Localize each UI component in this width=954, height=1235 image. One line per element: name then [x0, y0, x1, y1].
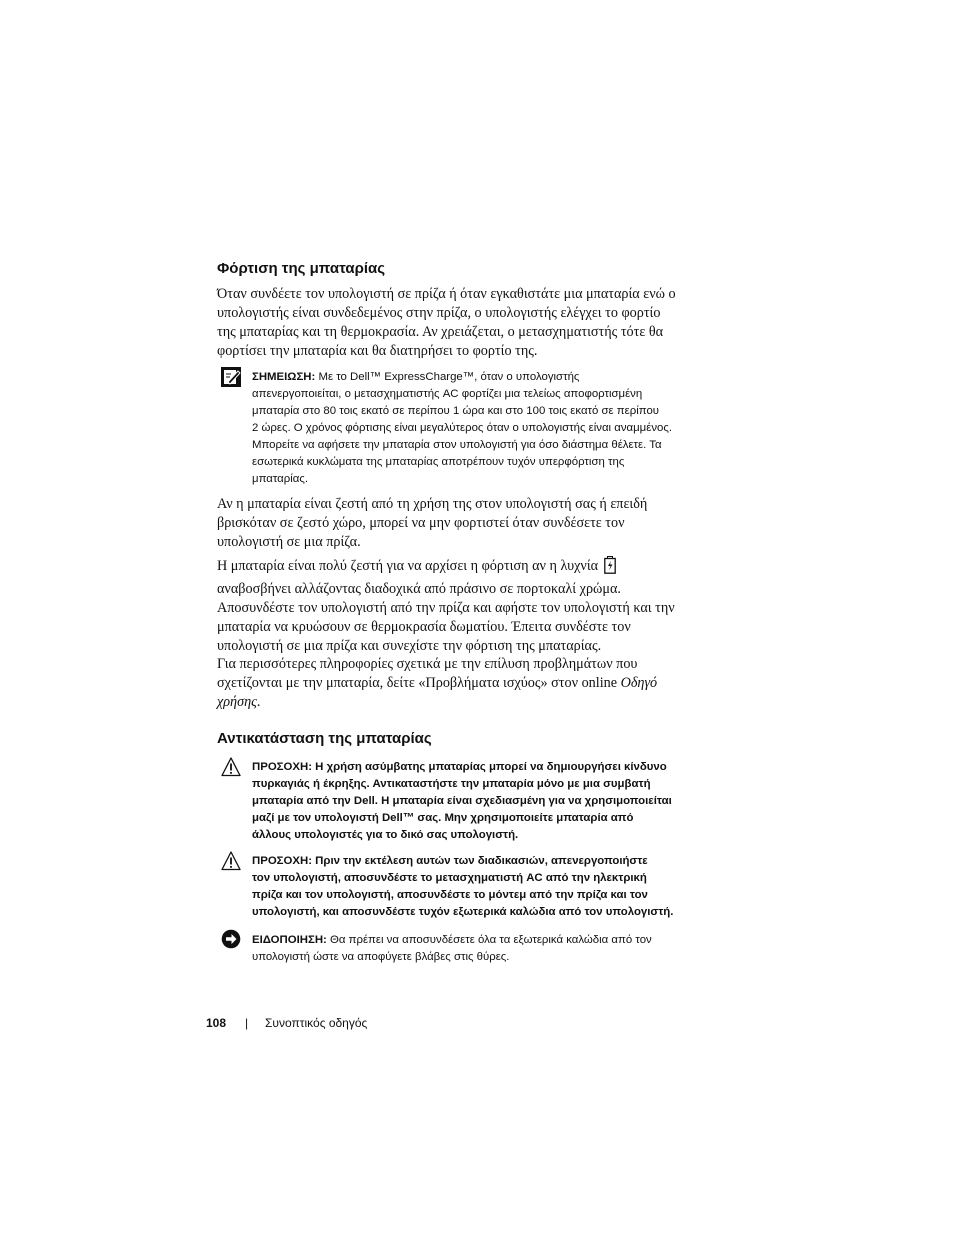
note-text: Με το Dell™ ExpressCharge™, όταν ο υπολογιστής [318, 371, 580, 383]
notice-cables [252, 932, 722, 966]
note-expresscharge [252, 369, 722, 488]
caution-incompatible-battery [252, 759, 722, 844]
notice-label: ΕΙΔΟΠΟΙΗΣΗ: [252, 934, 327, 946]
caution-line: μπαταρία από την Dell. Η μπαταρία είναι σχεδιασμένη για να χρησιμοποιείται [252, 795, 672, 807]
notice-circle-icon [221, 929, 241, 949]
note-line: Μπορείτε να αφήσετε την μπαταρία στον υπολογιστή για όσο διάστημα θέλετε. Τα [252, 439, 662, 451]
text-line: . [256, 694, 261, 710]
caution-line: μαζί με τον υπολογιστή Dell™ σας. Μην χρησιμοποιείτε μπαταρία από [252, 812, 634, 824]
paragraph-more-info [217, 655, 717, 712]
caution-line: άλλους υπολογιστές για το δικό σας υπολογιστή. [252, 829, 519, 841]
text-line: σχετίζονται με την μπαταρία, δείτε «Προβλήματα ισχύος» στον online [217, 675, 621, 691]
text-line: Αν η μπαταρία είναι ζεστή από τη χρήση της στον υπολογιστή σας ή επειδή [217, 496, 648, 512]
paragraph-battery-light [217, 556, 717, 656]
text-line: Αποσυνδέστε τον υπολογιστή από την πρίζα και αφήστε τον υπολογιστή και την [217, 600, 675, 616]
note-line: 2 ώρες. Ο χρόνος φόρτισης είναι μεγαλύτερος όταν ο υπολογιστής είναι αναμμένος. [252, 422, 673, 434]
text-line: υπολογιστή σε μια πρίζα και συνεχίστε την φόρτιση της μπαταρίας. [217, 638, 602, 654]
caution-label: ΠΡΟΣΟΧΗ: [252, 761, 312, 773]
caution-line: πυρκαγιάς ή έκρηξης. Αντικαταστήστε την μπαταρία μόνο με μια συμβατή [252, 778, 651, 790]
battery-light-icon [604, 556, 616, 580]
text-line: της μπαταρίας και τη θερμοκρασία. Αν χρειάζεται, ο μετασχηματιστής τότε θα [217, 324, 664, 340]
note-pencil-icon [221, 367, 241, 387]
text-line: μπαταρία να κρυώσουν σε θερμοκρασία δωματίου. Έπειτα συνδέστε τον [217, 619, 631, 635]
page-number: 108 [206, 1016, 227, 1030]
paragraph-charging-intro [217, 285, 717, 361]
footer-separator: | [245, 1016, 249, 1030]
note-line: εσωτερικά κυκλώματα της μπαταρίας αποτρέπουν τυχόν υπερφόρτιση της [252, 456, 625, 468]
text-line: βρισκόταν σε ζεστό χώρο, μπορεί να μην φορτιστεί όταν συνδέσετε τον [217, 515, 625, 531]
section-heading-replacing: Αντικατάσταση της μπαταρίας [217, 730, 432, 747]
paragraph-hot-battery [217, 495, 717, 552]
caution-line: πρίζα και τον υπολογιστή, αποσυνδέστε το μόντεμ από την πρίζα και τον [252, 889, 648, 901]
caution-text: Η χρήση ασύμβατης μπαταρίας μπορεί να δημιουργήσει κίνδυνο [315, 761, 667, 773]
text-line: αναβοσβήνει αλλάζοντας διαδοχικά από πράσινο σε πορτοκαλί χρώμα. [217, 581, 621, 597]
note-line: μπαταρία στο 80 τοις εκατό σε περίπου 1 ώρα και στο 100 τοις εκατό σε περίπου [252, 405, 660, 417]
caution-text: Πριν την εκτέλεση αυτών των διαδικασιών, απενεργοποιήστε [315, 855, 648, 867]
footer-title: Συνοπτικός οδηγός [265, 1016, 368, 1030]
caution-disconnect [252, 853, 722, 921]
caution-line: τον υπολογιστή, αποσυνδέστε το μετασχηματιστή AC από την ηλεκτρική [252, 872, 647, 884]
text-line: υπολογιστής είναι συνδεδεμένος στην πρίζα, ο υπολογιστής ελέγχει το φορτίο [217, 305, 661, 321]
text-line: Η μπαταρία είναι πολύ ζεστή για να αρχίσει η φόρτιση αν η λυχνία [217, 558, 599, 574]
note-line: μπαταρίας. [252, 473, 309, 485]
guide-title-italic: χρήσης [217, 694, 257, 710]
text-line: φορτίσει την μπαταρία και θα διατηρήσει το φορτίο της. [217, 343, 538, 359]
note-label: ΣΗΜΕΙΩΣΗ: [252, 371, 316, 383]
section-heading-charging: Φόρτιση της μπαταρίας [217, 260, 386, 277]
note-line: απενεργοποιείται, ο μετασχηματιστής AC φορτίζει μια τελείως αποφορτισμένη [252, 388, 643, 400]
caution-triangle-icon [221, 851, 241, 871]
notice-text: Θα πρέπει να αποσυνδέσετε όλα τα εξωτερικά καλώδια από τον [330, 934, 652, 946]
text-line: Όταν συνδέετε τον υπολογιστή σε πρίζα ή όταν εγκαθιστάτε μια μπαταρία ενώ ο [217, 286, 676, 302]
text-line: υπολογιστή σε μια πρίζα. [217, 534, 361, 550]
caution-triangle-icon [221, 757, 241, 777]
guide-title-italic: Οδηγό [620, 675, 658, 691]
text-line: Για περισσότερες πληροφορίες σχετικά με την επίλυση προβλημάτων που [217, 656, 638, 672]
notice-line: υπολογιστή ώστε να αποφύγετε βλάβες στις θύρες. [252, 951, 510, 963]
caution-line: υπολογιστή, και αποσυνδέστε τυχόν εξωτερικά καλώδια από τον υπολογιστή. [252, 906, 674, 918]
caution-label: ΠΡΟΣΟΧΗ: [252, 855, 312, 867]
